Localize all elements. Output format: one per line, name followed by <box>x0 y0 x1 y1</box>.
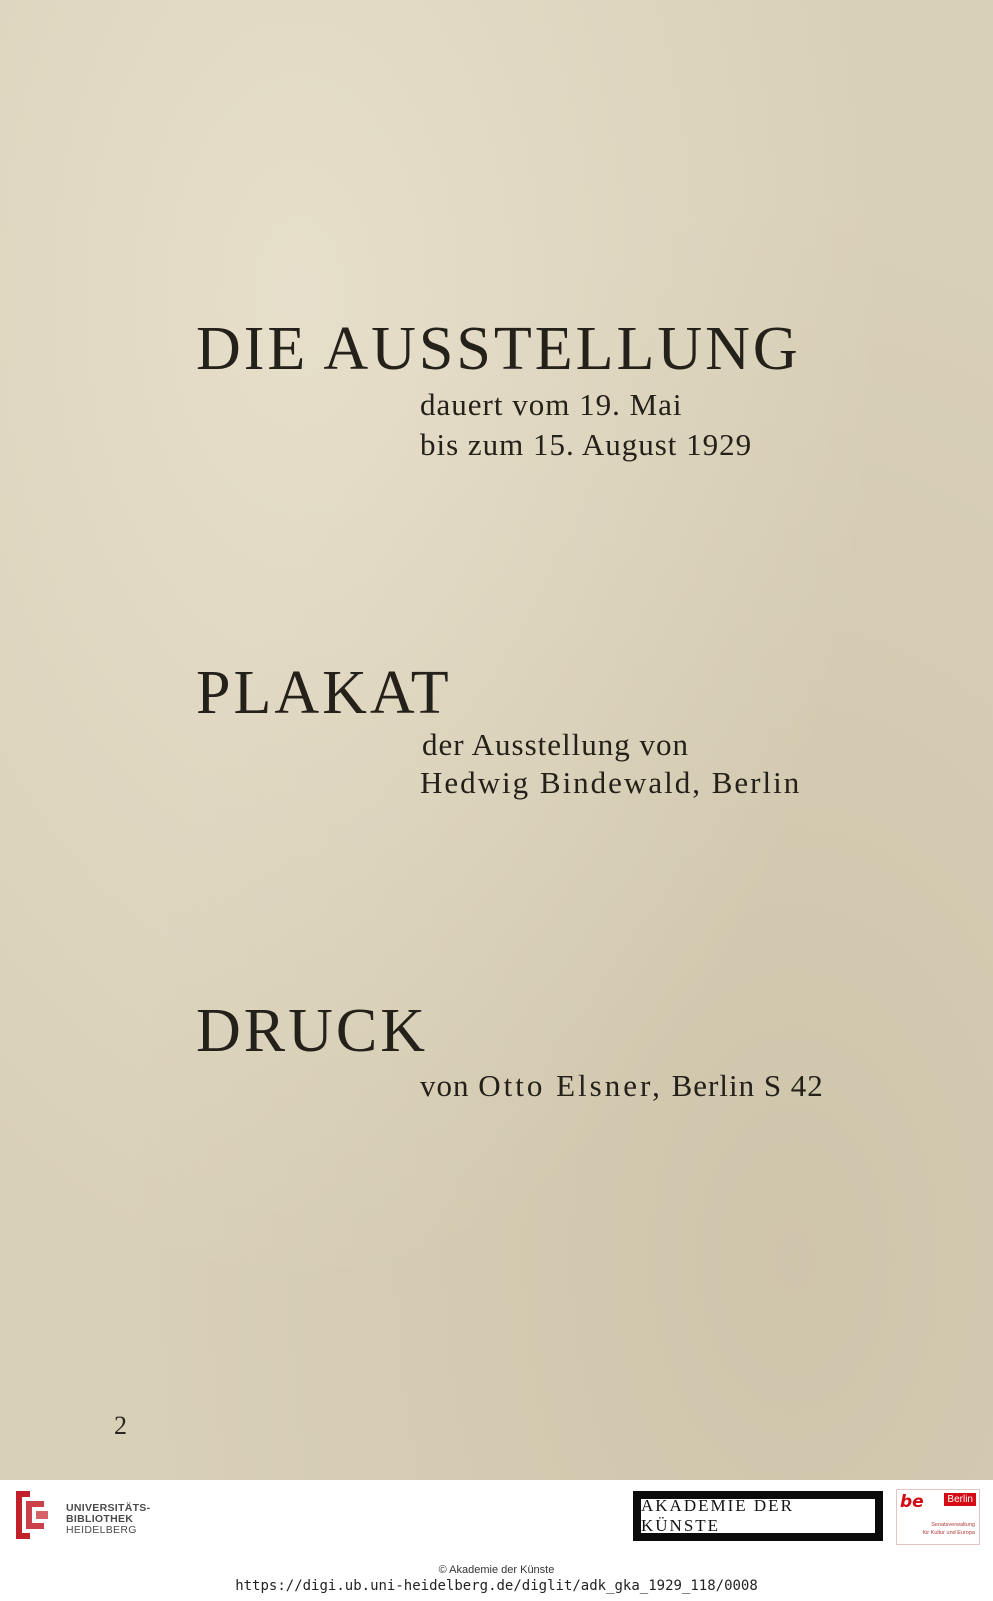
dates-line-2: bis zum 15. August 1929 <box>420 427 753 462</box>
be-logo-text: be <box>900 1492 924 1512</box>
viewer-footer <box>0 1480 993 1601</box>
dates-line-1: dauert vom 19. Mai <box>420 387 683 422</box>
print-location: Berlin S 42 <box>662 1068 824 1103</box>
poster-line-2: Hedwig Bindewald, Berlin <box>420 765 802 800</box>
page-number: 2 <box>114 1411 127 1440</box>
printer-name: Otto Elsner, <box>478 1068 663 1103</box>
print-line <box>420 1066 824 1106</box>
be-subtitle-2: für Kultur und Europa <box>922 1530 975 1536</box>
heading-print: DRUCK <box>196 997 429 1065</box>
heading-poster: PLAKAT <box>196 659 452 727</box>
ub-emblem-icon <box>10 1489 50 1543</box>
be-berlin-badge: Berlin <box>944 1493 976 1506</box>
poster-line-1: der Ausstellung von <box>422 727 689 762</box>
akademie-logo[interactable] <box>633 1491 883 1541</box>
ub-line-1: UNIVERSITÄTS- <box>66 1502 151 1514</box>
be-subtitle-1: Senatsverwaltung <box>931 1522 975 1528</box>
university-library-logo[interactable] <box>10 1487 160 1545</box>
heading-exhibition: DIE AUSSTELLUNG <box>196 315 801 383</box>
ub-name <box>66 1503 150 1536</box>
copyright-notice: © Akademie der Künste <box>438 1564 555 1576</box>
permalink-url[interactable]: https://digi.ub.uni-heidelberg.de/diglit/adk_gka_1929_118/0008 <box>235 1578 758 1594</box>
berlin-senate-logo[interactable] <box>896 1489 980 1545</box>
ub-line-3: HEIDELBERG <box>66 1524 137 1536</box>
ub-line-2: BIBLIOTHEK <box>66 1513 134 1525</box>
print-prefix: von <box>420 1068 479 1103</box>
akademie-label: AKADEMIE DER KÜNSTE <box>641 1499 875 1533</box>
